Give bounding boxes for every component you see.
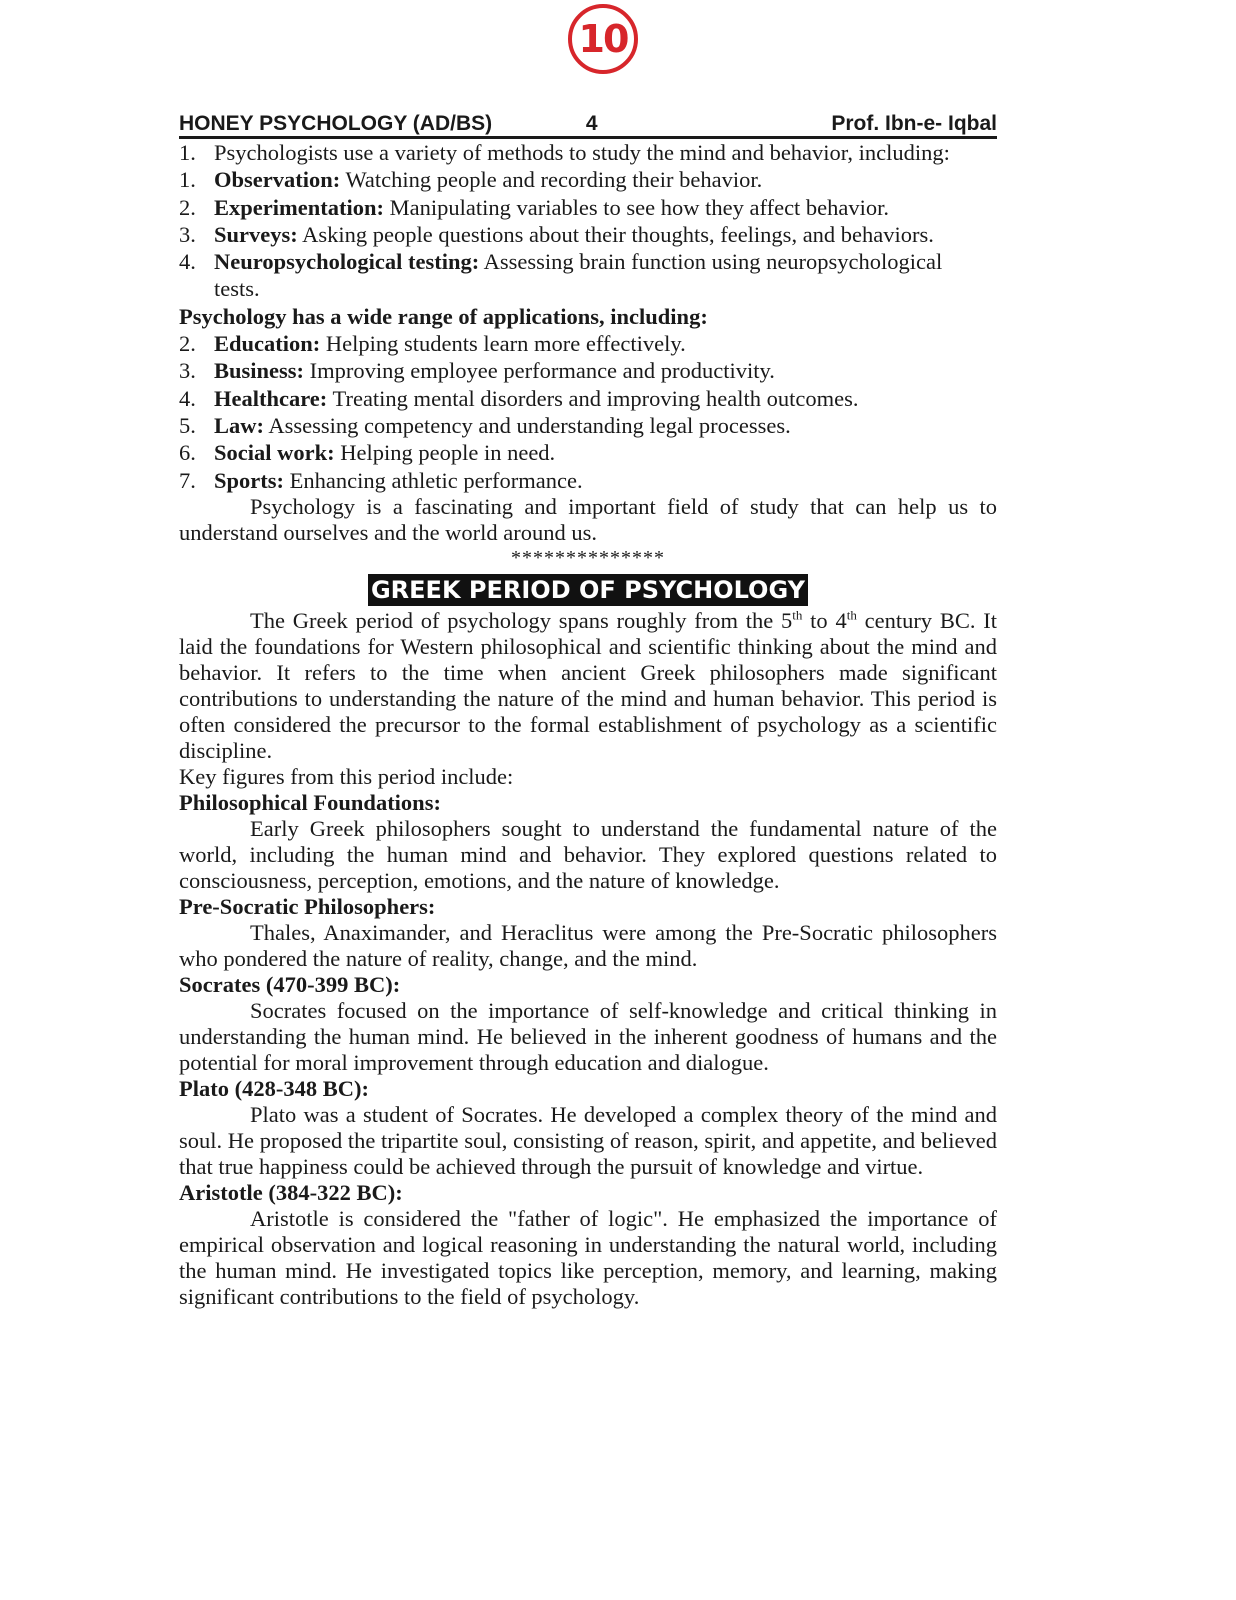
header-author: Prof. Ibn-e- Iqbal [831,112,997,135]
running-header [179,112,997,139]
section-text: Aristotle is considered the "father of logic". He emphasized the importance of empirical observation and logical reasoning in understanding the natural world, including the human mind. He investigated topics like perception, memory, and learning, making significant contributions to the field of psychology. [179,1205,997,1309]
section-heading: Pre-Socratic Philosophers: [179,893,436,919]
section-text: Early Greek philosophers sought to understand the fundamental nature of the world, including the human mind and behavior. They explored questions related to consciousness, perception, emotions, and the nature of knowledge. [179,815,997,893]
section-heading: Philosophical Foundations: [179,789,441,815]
list-item: 3. Surveys: Asking people questions about their thoughts, feelings, and behaviors. [179,221,934,247]
list-item: 6. Social work: Helping people in need. [179,440,556,466]
list-item: 4. Healthcare: Treating mental disorders and improving health outcomes. [179,385,859,411]
section-text: Plato was a student of Socrates. He developed a complex theory of the mind and soul. He proposed the tripartite soul, consisting of reason, spirit, and appetite, and believed that true happiness could be achieved through the pursuit of knowledge and virtue. [179,1101,997,1179]
section-heading: Aristotle (384-322 BC): [179,1179,403,1205]
list-item: 1. Observation: Watching people and recording their behavior. [179,167,763,193]
header-title: HONEY PSYCHOLOGY (AD/BS) [179,112,493,135]
list-item: 2. Experimentation: Manipulating variables to see how they affect behavior. [179,194,890,220]
header-page-number: 4 [585,112,598,135]
list-item: 2. Education: Helping students learn more effectively. [179,331,686,357]
section-text: Thales, Anaximander, and Heraclitus were among the Pre-Socratic philosophers who pondered the nature of reality, change, and the mind. [179,919,997,971]
section-text: Socrates focused on the importance of self-knowledge and critical thinking in understanding the human mind. He believed in the inherent goodness of humans and the potential for moral improvement through education and dialogue. [179,997,997,1075]
section-separator: ************** [511,546,665,569]
list-item: 3. Business: Improving employee performance and productivity. [179,358,775,384]
section-heading: Socrates (470-399 BC): [179,971,401,997]
page-badge [568,4,638,74]
key-figures-text: Key figures from this period include: [179,763,514,789]
badge-number: 10 [578,17,628,61]
document-page [179,112,997,1310]
list-item: 5. Law: Assessing competency and understanding legal processes. [179,412,791,438]
list-item: 4. Neuropsychological testing: Assessing brain function using neuropsychological [179,249,943,275]
section-heading: Plato (428-348 BC): [179,1075,369,1101]
section-title-box [179,574,997,606]
methods-intro: 1. Psychologists use a variety of methods to study the mind and behavior, including: [179,140,950,165]
applications-conclusion: Psychology is a fascinating and important field of study that can help us to understand ourselves and the world around us. [179,493,997,545]
section-title: GREEK PERIOD OF PSYCHOLOGY [368,574,808,606]
list-item-continuation: tests. [214,276,260,302]
applications-heading: Psychology has a wide range of applications, including: [179,303,708,329]
greek-intro: The Greek period of psychology spans roughly from the 5th to 4th century BC. It laid the foundations for Western philosophical and scientific thinking about the mind and behavior. It refers to the time when ancient Greek philosophers made significant contributions to understanding the nature of the mind and human behavior. This period is often considered the precursor to the formal establishment of psychology as a scientific discipline. [179,607,997,763]
list-item: 7. Sports: Enhancing athletic performance. [179,467,583,493]
